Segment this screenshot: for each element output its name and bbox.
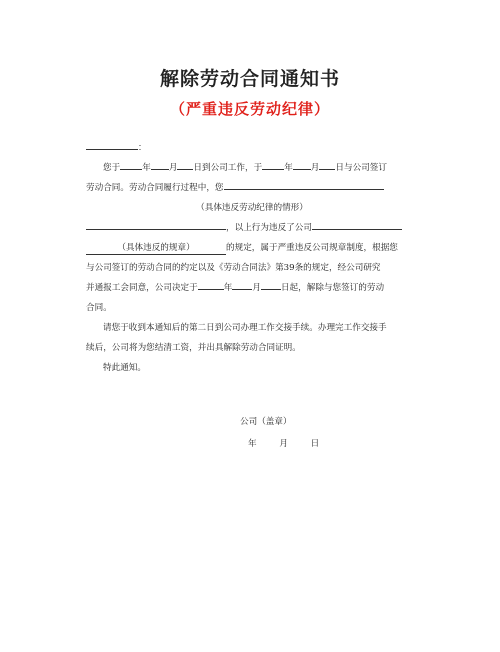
recipient-name-blank[interactable]: [86, 138, 138, 150]
paragraph-3-line-2: 续后，公司将为您结清工资，并出具解除劳动合同证明。: [86, 343, 301, 353]
salutation-line: ：: [86, 138, 418, 158]
contract-month-blank[interactable]: [293, 158, 311, 170]
start-day-blank[interactable]: [177, 158, 193, 170]
violation-note: （具体违反劳动纪律的情形）: [196, 203, 308, 213]
start-month-blank[interactable]: [151, 158, 169, 170]
violation-continued-blank[interactable]: [86, 218, 226, 230]
paragraph-2-line-3: 与公司签订的劳动合同的约定以及《劳动合同法》第39条的规定，经公司研究: [86, 263, 381, 273]
paragraph-2-line-4: 并通报工会同意，公司决定于 年 月 日起，解除与您签订的劳动: [86, 278, 418, 298]
violation-description-blank[interactable]: [224, 178, 384, 190]
signature-date: 年 月 日: [248, 439, 320, 449]
contract-day-blank[interactable]: [319, 158, 335, 170]
company-rule-blank[interactable]: [312, 218, 402, 230]
document-body: [86, 138, 418, 378]
paragraph-1-line-1: 您于 年 月 日到公司工作，于 年 月 日与公司签订: [86, 158, 418, 178]
document-subtitle: （严重违反劳动纪律）: [169, 100, 330, 118]
closing-line: 特此通知。: [103, 363, 146, 373]
termination-year-blank[interactable]: [198, 278, 224, 290]
contract-year-blank[interactable]: [262, 158, 284, 170]
document-title: 解除劳动合同通知书: [159, 68, 340, 90]
start-year-blank[interactable]: [120, 158, 142, 170]
company-seal-label: 公司（盖章）: [240, 417, 292, 427]
paragraph-1-line-2: 劳动合同。劳动合同履行过程中，您: [86, 178, 418, 198]
termination-day-blank[interactable]: [261, 278, 281, 290]
paragraph-2-line-1: ，以上行为违反了公司: [86, 218, 418, 238]
termination-month-blank[interactable]: [232, 278, 252, 290]
paragraph-2-line-5: 合同。: [86, 303, 112, 313]
paragraph-3-line-1: 请您于收到本通知后的第二日到公司办理工作交接手续。办理完工作交接手: [103, 323, 387, 333]
paragraph-2-line-2: （具体违反的规章） 的规定，属于严重违反公司规章制度，根据您: [86, 238, 418, 258]
rule-note-blank[interactable]: （具体违反的规章）: [86, 243, 226, 255]
